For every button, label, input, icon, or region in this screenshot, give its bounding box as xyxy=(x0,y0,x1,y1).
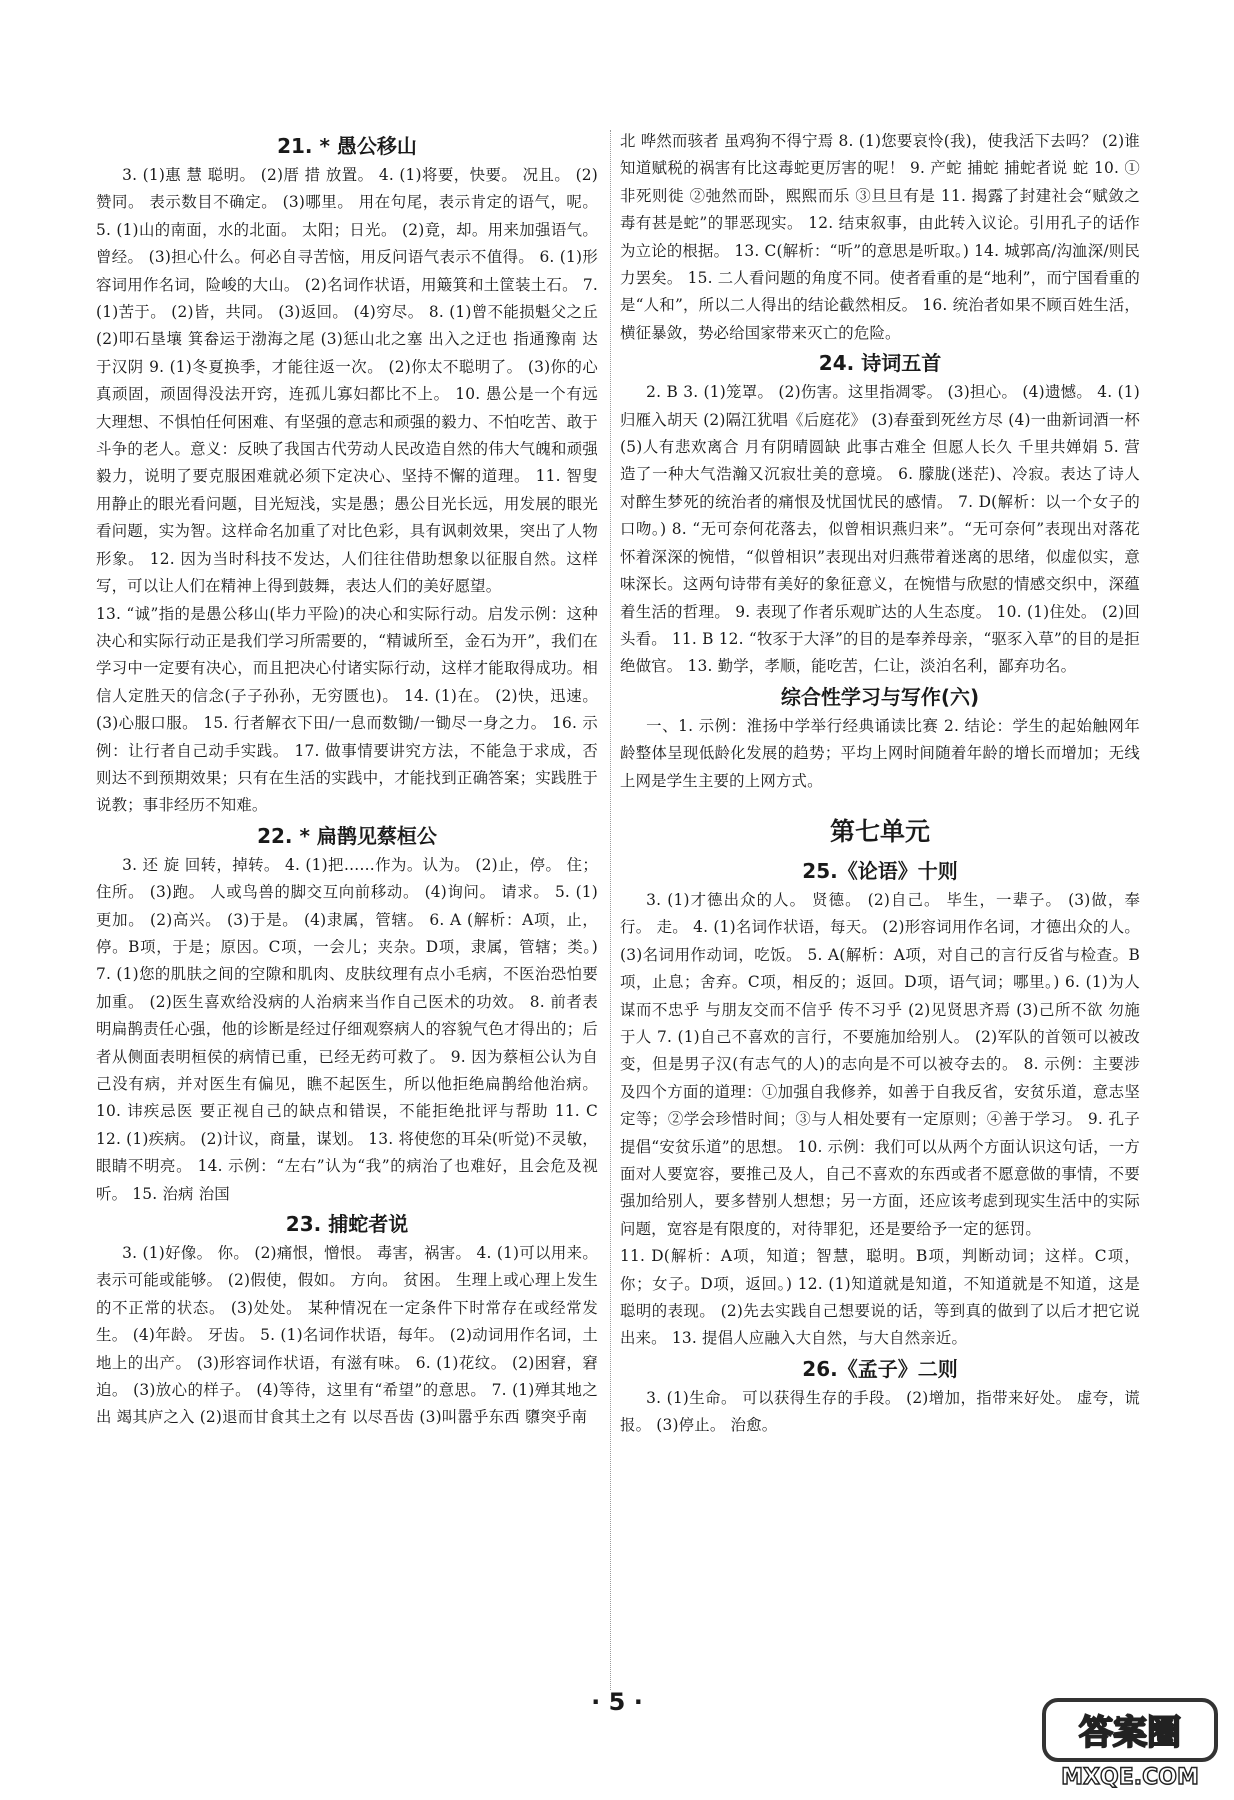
right-column xyxy=(620,128,1140,1440)
comprehensive-study-title: 综合性学习与写作(六) xyxy=(780,684,980,709)
watermark-title: 答案圈 xyxy=(1079,1713,1181,1753)
section-23-answers-cont: 北 哗然而骇者 虽鸡狗不得宁焉 8. (1)您要哀怜(我)，使我活下去吗？ (2)谁知道赋税的祸害有比这毒蛇更厉害的呢！ 9. 产蛇 捕蛇 捕蛇者说 蛇 10. ①非死则徙 ②弛然而卧，熙熙而乐 ③旦旦有是 11. 揭露了封建社会“赋敛之毒有甚是蛇”的罪恶现实。 12. 结束叙事，由此转入议论。引用孔子的话作为立论的根据。 13. C(解析：“听”的意思是听取。) 14. 城郭高/沟洫深/则民力罢矣。 15. 二人看问题的角度不同。使者看重的是“地利”，而宁国看重的是“人和”，所以二人得出的结论截然相反。 16. 统治者如果不顾百姓生活，横征暴敛，势必给国家带来灭亡的危险。 xyxy=(620,132,1140,342)
section-26-title: 26.《孟子》二则 xyxy=(802,1356,958,1381)
comprehensive-study-answers: 一、1. 示例：淮扬中学举行经典诵读比赛 2. 结论：学生的起始触网年龄整体呈现低龄化发展的趋势；平均上网时间随着年龄的增长而增加；无线上网是学生主要的上网方式。 xyxy=(620,716,1140,790)
section-23-answers: 3. (1)好像。 你。 (2)痛恨，憎恨。 毒害，祸害。 4. (1)可以用来。 表示可能或能够。 (2)假使，假如。 方向。 贫困。 生理上或心理上发生的不正常的状态。 (3)处处。 某种情况在一定条件下时常存在或经常发生。 (4)年龄。 牙齿。 5. (1)名词作状语，每年。 (2)动词用作名词，土地上的出产。 (3)形容词作状语，有滋有味。 6. (1)花纹。 (2)困窘，窘迫。 (3)放心的样子。 (4)等待，这里有“希望”的意思。 7. (1)殚其地之出 竭其庐之入 (2)退而甘食其土之有 以尽吾齿 (3)叫嚣乎东西 隳突乎南 xyxy=(96,1244,598,1427)
section-25-answers: 3. (1)才德出众的人。 贤德。 (2)自己。 毕生，一辈子。 (3)做，奉行。 走。 4. (1)名词作状语，每天。 (2)形容词用作名词，才德出众的人。 (3)名词用作动词，吃饭。 5. A(解析：A项，对自己的言行反省与检查。B项，止息；舍弃。C项，相反的；返回。D项，语气词；哪里。) 6. (1)为人谋而不忠乎 与朋友交而不信乎 传不习乎 (2)见贤思齐焉 (3)己所不欲 勿施于人 7. (1)自己不喜欢的言行，不要施加给别人。 (2)军队的首领可以被改变，但是男子汉(有志气的人)的志向是不可以被夺去的。 8. 示例：主要涉及四个方面的道理：①加强自我修养，如善于自我反省，安贫乐道，意志坚定等；②学会珍惜时间；③与人相处要有一定原则；④善于学习。 9. 孔子提倡“安贫乐道”的思想。 10. 示例：我们可以从两个方面认识这句话，一方面对人要宽容，要推己及人，自己不喜欢的东西或者不愿意做的事情，不要强加给别人，要多替别人想想；另一方面，还应该考虑到现实生活中的实际问题，宽容是有限度的，对待罪犯，还是要给予一定的惩罚。 xyxy=(620,890,1140,1238)
watermark-logo xyxy=(1040,1696,1220,1792)
section-24-answers: 2. B 3. (1)笼罩。 (2)伤害。这里指凋零。 (3)担心。 (4)遗憾。 4. (1)归雁入胡天 (2)隔江犹唱《后庭花》 (3)春蚕到死丝方尽 (4)一曲新词酒一杯 (5)人有悲欢离合 月有阴晴圆缺 此事古难全 但愿人长久 千里共婵娟 5. 营造了一种大气浩瀚又沉寂壮美的意境。 6. 朦胧(迷茫)、冷寂。表达了诗人对醉生梦死的统治者的痛恨及忧国忧民的感情。 7. D(解析：以一个女子的口吻。) 8. “无可奈何花落去，似曾相识燕归来”。“无可奈何”表现出对落花怀着深深的惋惜，“似曾相识”表现出对归燕带着迷离的思绪，似虚似实，意味深长。这两句诗带有美好的象征意义，在惋惜与欣慰的情感交织中，深蕴着生活的哲理。 9. 表现了作者乐观旷达的人生态度。 10. (1)住处。 (2)回头看。 11. B 12. “牧豕于大泽”的目的是奉养母亲，“驱豕入草”的目的是拒绝做官。 13. 勤学，孝顺，能吃苦，仁让，淡泊名利，鄙弃功名。 xyxy=(620,383,1140,676)
column-divider xyxy=(610,130,611,1690)
section-22-answers: 3. 还 旋 回转，掉转。 4. (1)把……作为。认为。 (2)止，停。 住；住所。 (3)跑。 人或鸟兽的脚交互向前移动。 (4)询问。 请求。 5. (1)更加。 (2)高兴。 (3)于是。 (4)隶属，管辖。 6. A (解析：A项，止，停。B项，于是；原因。C项，一会儿；夹杂。D项，隶属，管辖；类。) 7. (1)您的肌肤之间的空隙和肌肉、皮肤纹理有点小毛病，不医治恐怕要加重。 (2)医生喜欢给没病的人治病来当作自己医术的功效。 8. 前者表明扁鹊责任心强，他的诊断是经过仔细观察病人的容貌气色才得出的；后者从侧面表明桓侯的病情已重，已经无药可救了。 9. 因为蔡桓公认为自己没有病，并对医生有偏见，瞧不起医生，所以他拒绝扁鹊给他治病。 10. 讳疾忌医 要正视自己的缺点和错误，不能拒绝批评与帮助 11. C 12. (1)疾病。 (2)计议，商量，谋划。 13. 将使您的耳朵(听觉)不灵敏，眼睛不明亮。 14. 示例：“左右”认为“我”的病治了也难好，且会危及视听。 15. 治病 治国 xyxy=(96,855,598,1203)
section-23-title: 23. 捕蛇者说 xyxy=(285,1212,409,1237)
section-24-title: 24. 诗词五首 xyxy=(818,351,942,376)
section-21-title: 21. * 愚公移山 xyxy=(277,134,417,158)
section-22-title: 22. * 扁鹊见蔡桓公 xyxy=(257,823,437,848)
left-column xyxy=(96,130,598,1432)
section-25-title: 25.《论语》十则 xyxy=(802,858,958,883)
section-26-answers: 3. (1)生命。 可以获得生存的手段。 (2)增加，指带来好处。 虚夸，谎报。 (3)停止。 治愈。 xyxy=(620,1388,1140,1435)
section-21-answers: 3. (1)惠 慧 聪明。 (2)厝 措 放置。 4. (1)将要，快要。 况且。 (2)赞同。 表示数目不确定。 (3)哪里。 用在句尾，表示肯定的语气，呢。 5. (1)山的南面，水的北面。 太阳；日光。 (2)竟，却。用来加强语气。 曾经。 (3)担心什么。何必自寻苦恼，用反问语气表示不值得。 6. (1)形容词用作名词，险峻的大山。 (2)名词作状语，用簸箕和土筐装土石。 7. (1)苦于。 (2)皆，共同。 (3)返回。 (4)穷尽。 8. (1)曾不能损魁父之丘 (2)叩石垦壤 箕畚运于渤海之尾 (3)惩山北之塞 出入之迂也 指通豫南 达于汉阴 9. (1)冬夏换季，才能往返一次。 (2)你太不聪明了。 (3)你的心真顽固，顽固得没法开窍，连孤儿寡妇都比不上。 10. 愚公是一个有远大理想、不惧怕任何困难、有坚强的意志和顽强的毅力、不怕吃苦、敢于斗争的老人。意义：反映了我国古代劳动人民改造自然的伟大气魄和顽强毅力，说明了要克服困难就必须下定决心、坚持不懈的道理。 11. 智叟用静止的眼光看问题，目光短浅，实是愚；愚公目光长远，用发展的眼光看问题，实为智。这样命名加重了对比色彩，具有讽刺效果，突出了人物形象。 12. 因为当时科技不发达，人们往往借助想象以征服自然。这样写，可以让人们在精神上得到鼓舞，表达人们的美好愿望。 xyxy=(96,166,598,596)
page-number: · 5 · xyxy=(591,1688,643,1716)
watermark-domain: MXQE.COM xyxy=(1061,1765,1199,1790)
section-21-answers-cont: 13. “诚”指的是愚公移山(毕力平险)的决心和实际行动。启发示例：这种决心和实际行动正是我们学习所需要的，“精诚所至，金石为开”，我们在学习中一定要有决心，而且把决心付诸实际行动，这样才能取得成功。相信人定胜天的信念(子子孙孙，无穷匮也)。 14. (1)在。 (2)快，迅速。 (3)心服口服。 15. 行者解衣下田/一息而数锄/一锄尽一身之力。 16. 示例：让行者自己动手实践。 17. 做事情要讲究方法，不能急于求成，否则达不到预期效果；只有在生活的实践中，才能找到正确答案；实践胜于说教；事非经历不知难。 xyxy=(96,604,598,815)
section-25-answers-cont: 11. D(解析：A项，知道；智慧，聪明。B项，判断动词；这样。C项，你；女子。D项，返回。) 12. (1)知道就是知道，不知道就是不知道，这是聪明的表现。 (2)先去实践自己想要说的话，等到真的做到了以后才把它说出来。 13. 提倡人应融入大自然，与大自然亲近。 xyxy=(620,1247,1140,1348)
unit-7-title: 第七单元 xyxy=(829,816,930,846)
